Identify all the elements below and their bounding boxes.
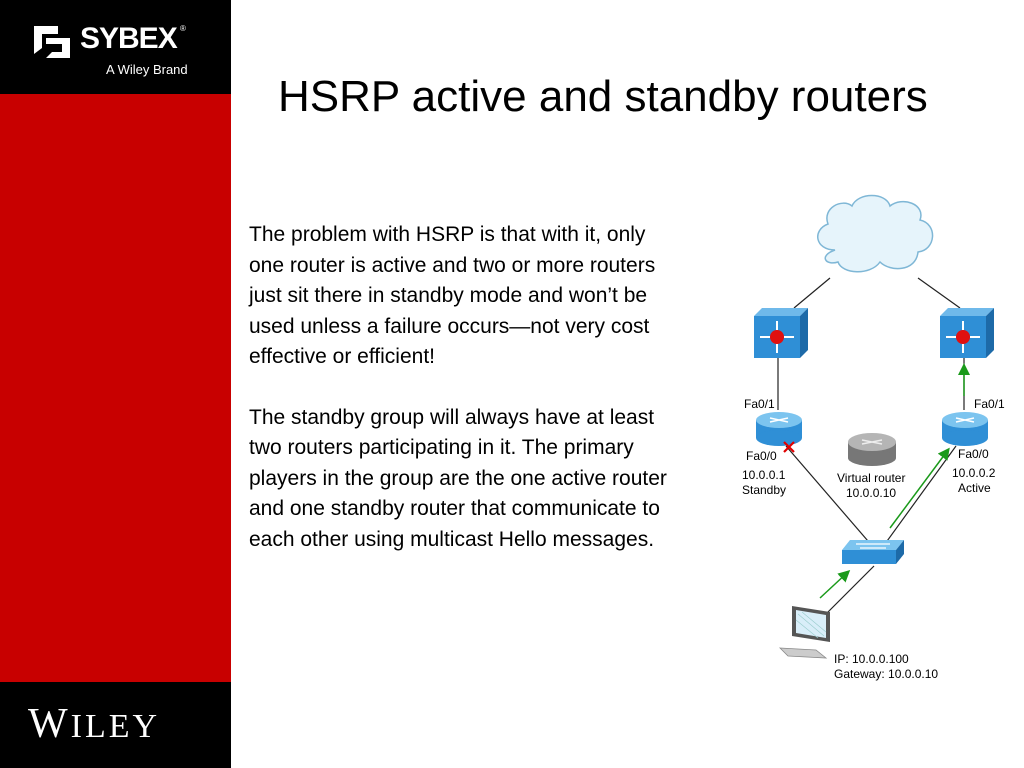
internet-cloud-icon — [818, 196, 933, 272]
host-ip: IP: 10.0.0.100 — [834, 652, 909, 666]
wiley-initial: W — [28, 701, 71, 747]
sybex-tagline: A Wiley Brand — [106, 62, 188, 77]
left-multilayer-switch-icon — [754, 308, 808, 358]
arrow-switch-to-active — [890, 450, 948, 528]
right-router-ip: 10.0.0.2 — [952, 466, 996, 480]
left-router-role: Standby — [742, 483, 787, 497]
registered-mark: ® — [180, 24, 186, 33]
paragraph-hsrp-problem: The problem with HSRP is that with it, only one router is active and two or more routers just sit there in standby mode and won’t be used unless a failure occurs—not very cost effective or efficient! — [249, 223, 656, 368]
standby-router-icon — [756, 412, 802, 446]
arrow-host-to-switch — [820, 572, 848, 598]
wiley-rest: ILEY — [70, 708, 161, 745]
right-multilayer-switch-icon — [940, 308, 994, 358]
right-router-port-down: Fa0/0 — [958, 447, 989, 461]
active-router-icon — [942, 412, 988, 446]
access-switch-icon — [842, 540, 904, 564]
right-router-role: Active — [958, 481, 991, 495]
paragraph-standby-group: The standby group will always have at least two routers participating in it. The primary players in the group are the one active router and one standby router that communicate to each other using multicast Hello messages. — [249, 405, 667, 551]
virtual-router-icon — [848, 433, 896, 466]
host-gateway: Gateway: 10.0.0.10 — [834, 667, 939, 681]
host-computer-icon — [780, 606, 830, 658]
wiley-logo-block — [0, 682, 231, 768]
sybex-wordmark: SYBEX — [80, 22, 177, 55]
wiley-wordmark — [28, 700, 160, 748]
left-router-port-up: Fa0/1 — [744, 397, 775, 411]
virtual-router-label: Virtual router — [837, 471, 906, 485]
sybex-logo-block — [0, 0, 231, 94]
left-router-port-down: Fa0/0 — [746, 449, 777, 463]
right-router-port-up: Fa0/1 — [974, 397, 1005, 411]
slide-title: HSRP active and standby routers — [278, 72, 928, 121]
sybex-logo-icon — [30, 18, 74, 62]
virtual-router-ip: 10.0.0.10 — [846, 486, 897, 500]
brand-sidebar — [0, 0, 231, 768]
slide-body — [249, 220, 679, 585]
hsrp-network-diagram — [730, 190, 1024, 690]
left-router-ip: 10.0.0.1 — [742, 468, 786, 482]
